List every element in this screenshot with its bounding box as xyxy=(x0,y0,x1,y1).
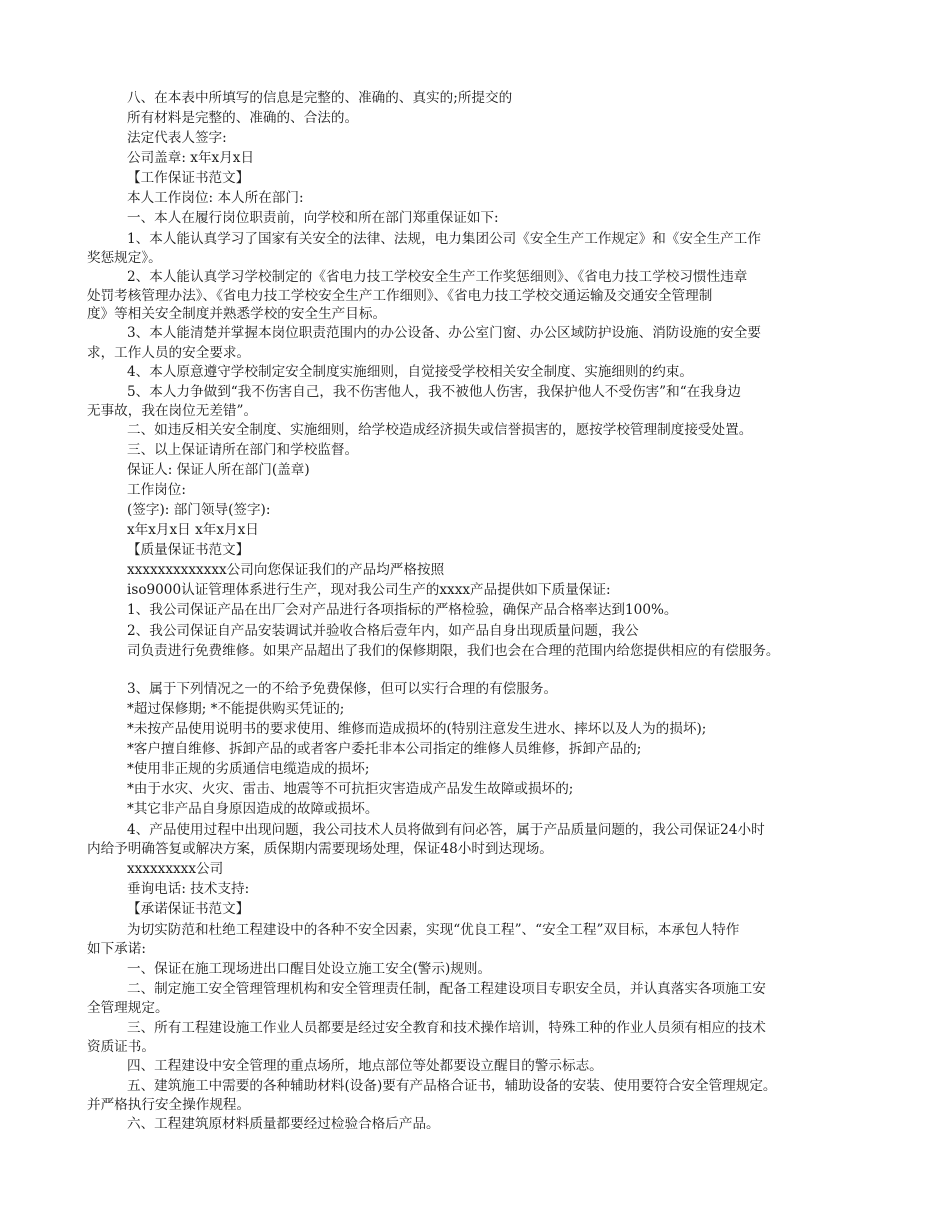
section-heading: 【承诺保证书范文】 xyxy=(127,901,250,917)
text-line: 1、我公司保证产品在出厂会对产品进行各项指标的严格检验，确保产品合格率达到100%。 xyxy=(127,602,678,618)
text-line: 3、本人能清楚并掌握本岗位职责范围内的办公设备、办公室门窗、办公区域防护设施、消防设施的安全要 xyxy=(127,325,761,341)
text-line: 垂询电话: 技术支持: xyxy=(127,881,250,897)
text-line: 1、本人能认真学习了国家有关安全的法律、法规，电力集团公司《安全生产工作规定》和《安全生产工作 xyxy=(127,231,761,247)
text-line: 八、在本表中所填写的信息是完整的、准确的、真实的;所提交的 xyxy=(127,90,513,106)
text-line: 一、保证在施工现场进出口醒目处设立施工安全(警示)规则。 xyxy=(127,961,492,977)
text-line: 三、所有工程建设施工作业人员都要是经过安全教育和技术操作培训，特殊工种的作业人员须有相应的技术 xyxy=(127,1020,766,1036)
text-line: 法定代表人签字: xyxy=(127,130,227,146)
text-line: 二、制定施工安全管理管理机构和安全管理责任制，配备工程建设项目专职安全员，并认真落实各项施工安 xyxy=(127,981,766,997)
text-line: 司负责进行免费维修。如果产品超出了我们的保修期限，我们也会在合理的范围内给您提供相应的有偿服务。 xyxy=(127,643,780,659)
text-line: *客户擅自维修、拆卸产品的或者客户委托非本公司指定的维修人员维修，拆卸产品的; xyxy=(127,741,642,757)
text-line: *由于水灾、火灾、雷击、地震等不可抗拒灾害造成产品发生故障或损坏的; xyxy=(127,781,574,797)
text-line: 资质证书。 xyxy=(87,1039,155,1055)
text-line: 全管理规定。 xyxy=(87,1000,169,1016)
text-line: 并严格执行安全操作规程。 xyxy=(87,1097,251,1113)
text-line: 3、属于下列情况之一的不给予免费保修，但可以实行合理的有偿服务。 xyxy=(127,681,558,697)
text-line: 一、本人在履行岗位职责前，向学校和所在部门郑重保证如下: xyxy=(127,210,499,226)
text-line: *使用非正规的劣质通信电缆造成的损坏; xyxy=(127,761,370,777)
text-line: (签字): 部门领导(签字): xyxy=(127,502,271,518)
text-line: 三、以上保证请所在部门和学校监督。 xyxy=(127,442,359,458)
text-line: 本人工作岗位: 本人所在部门: xyxy=(127,190,304,206)
section-heading: 【质量保证书范文】 xyxy=(127,542,250,558)
text-line: xxxxxxxxxxxxx公司向您保证我们的产品均严格按照 xyxy=(127,562,445,578)
text-line: 处罚考核管理办法》、《省电力技工学校安全生产工作细则》、《省电力技工学校交通运输及交通安全管理制 xyxy=(87,288,713,304)
text-line: 奖惩规定》。 xyxy=(87,250,162,266)
text-line: 2、本人能认真学习学校制定的《省电力技工学校安全生产工作奖惩细则》、《省电力技工学校习惯性违章 xyxy=(127,269,748,285)
text-line: 所有材料是完整的、准确的、合法的。 xyxy=(127,110,359,126)
text-line: 4、产品使用过程中出现问题，我公司技术人员将做到有问必答，属于产品质量问题的，我公司保证24小时 xyxy=(127,822,765,838)
text-line: x年x月x日 x年x月x日 xyxy=(127,522,259,538)
text-line: 2、我公司保证自产品安装调试并验收合格后壹年内，如产品自身出现质量问题，我公 xyxy=(127,623,639,639)
text-line: 公司盖章: x年x月x日 xyxy=(127,150,255,166)
text-line: 六、工程建筑原材料质量都要经过检验合格后产品。 xyxy=(127,1116,440,1132)
text-line: 4、本人原意遵守学校制定安全制度实施细则，自觉接受学校相关安全制度、实施细则的约束。 xyxy=(127,364,693,380)
text-line: *超过保修期; *不能提供购买凭证的; xyxy=(127,701,345,717)
text-line: *未按产品使用说明书的要求使用、维修而造成损坏的(特别注意发生进水、摔坏以及人为的损坏); xyxy=(127,721,707,737)
text-line: 二、如违反相关安全制度、实施细则，给学校造成经济损失或信誉损害的，愿按学校管理制度接受处置。 xyxy=(127,422,753,438)
text-line: 工作岗位: xyxy=(127,482,186,498)
text-line: 内给予明确答复或解决方案，质保期内需要现场处理，保证48小时到达现场。 xyxy=(87,841,553,857)
text-line: 如下承诺: xyxy=(87,941,146,957)
text-line: 四、工程建设中安全管理的重点场所，地点部位等处都要设立醒目的警示标志。 xyxy=(127,1058,603,1074)
text-line: 度》等相关安全制度并熟悉学校的安全生产目标。 xyxy=(87,306,387,322)
text-line: 无事故，我在岗位无差错”。 xyxy=(87,403,258,419)
text-line: 5、本人力争做到“我不伤害自己，我不伤害他人，我不被他人伤害，我保护他人不受伤害”和“在我身边 xyxy=(127,384,742,400)
text-line: *其它非产品自身原因造成的故障或损坏。 xyxy=(127,801,379,817)
text-line: 求，工作人员的安全要求。 xyxy=(87,345,251,361)
text-line: 保证人: 保证人所在部门(盖章) xyxy=(127,462,310,478)
text-line: xxxxxxxxx公司 xyxy=(127,861,224,877)
section-heading: 【工作保证书范文】 xyxy=(127,170,250,186)
text-line: 为切实防范和杜绝工程建设中的各种不安全因素，实现“优良工程”、“安全工程”双目标，本承包人特作 xyxy=(127,922,740,938)
text-line: 五、建筑施工中需要的各种辅助材料(设备)要有产品格合证书，辅助设备的安装、使用要符合安全管理规定。 xyxy=(127,1078,777,1094)
text-line: iso9000认证管理体系进行生产，现对我公司生产的xxxx产品提供如下质量保证: xyxy=(127,582,611,598)
